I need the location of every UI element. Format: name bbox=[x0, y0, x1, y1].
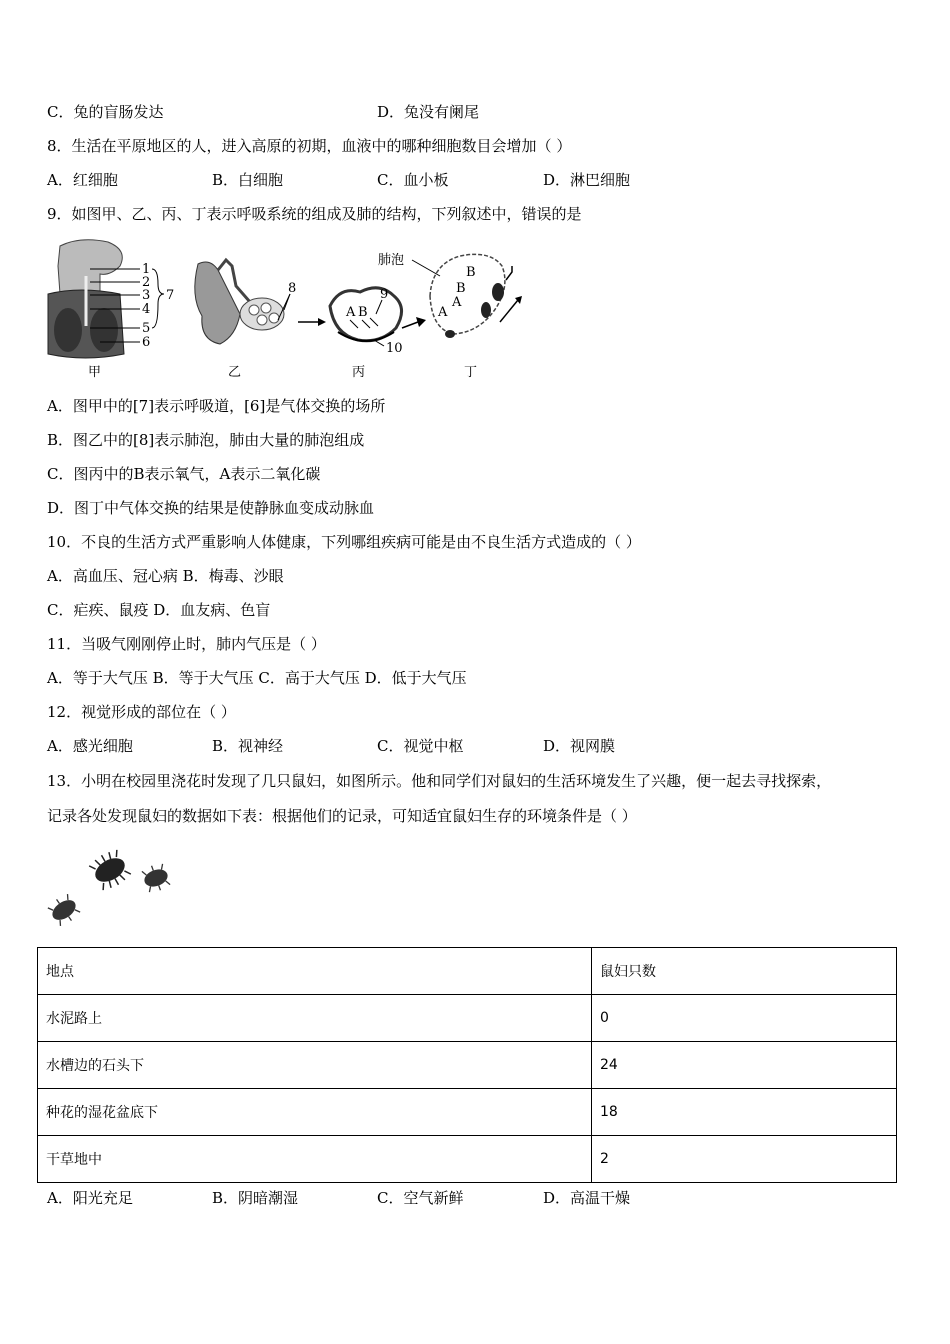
q10-stem: 10．不良的生活方式严重影响人体健康，下列哪组疾病可能是由不良生活方式造成的（ ） bbox=[47, 533, 641, 551]
figure-jia bbox=[48, 240, 174, 380]
q13-stem-line1: 13．小明在校园里浇花时发现了几只鼠妇，如图所示。他和同学们对鼠妇的生活环境发生了兴趣，便一起去寻找探索， bbox=[47, 772, 832, 790]
q7-option-c: C．兔的盲肠发达 bbox=[47, 103, 164, 121]
table-row bbox=[38, 995, 897, 1042]
table-cell-count: 2 bbox=[592, 1136, 897, 1183]
ding-label-b2: B bbox=[456, 281, 466, 296]
q8-stem: 8．生活在平原地区的人，进入高原的初期，血液中的哪种细胞数目会增加（ ） bbox=[47, 137, 572, 155]
q13-option-a: A．阳光充足 bbox=[47, 1189, 133, 1207]
q13-option-c: C．空气新鲜 bbox=[377, 1189, 464, 1207]
q13-option-b: B．阴暗潮湿 bbox=[212, 1189, 299, 1207]
panel-label-yi: 乙 bbox=[228, 365, 242, 380]
q9-option-d: D．图丁中气体交换的结果是使静脉血变成动脉血 bbox=[47, 499, 375, 517]
q11-stem: 11．当吸气刚刚停止时，肺内气压是（ ） bbox=[47, 635, 326, 653]
arrow-bing-to-ding bbox=[402, 322, 418, 328]
table-header-row bbox=[38, 948, 897, 995]
yi-label-8: 8 bbox=[288, 281, 297, 296]
figure-bing bbox=[330, 287, 403, 380]
q12-option-a: A．感光细胞 bbox=[47, 737, 133, 755]
respiratory-system-figure bbox=[40, 236, 530, 384]
q8-option-a: A．红细胞 bbox=[47, 171, 118, 189]
table-cell-count: 0 bbox=[592, 995, 897, 1042]
q12-stem: 12．视觉形成的部位在（ ） bbox=[47, 703, 236, 721]
q11-options: A．等于大气压 B．等于大气压 C．高于大气压 D．低于大气压 bbox=[47, 669, 467, 687]
bing-label-a: A bbox=[346, 305, 356, 320]
bing-label-b: B bbox=[358, 305, 368, 320]
table-cell-count: 24 bbox=[592, 1042, 897, 1089]
q13-option-d: D．高温干燥 bbox=[543, 1189, 631, 1207]
q10-options-line2: C．疟疾、鼠疫 D．血友病、色盲 bbox=[47, 601, 271, 619]
table-cell-location: 种花的湿花盆底下 bbox=[38, 1089, 592, 1136]
bing-label-10: 10 bbox=[386, 341, 403, 356]
jia-label-3: 3 bbox=[142, 288, 151, 303]
q9-stem: 9．如图甲、乙、丙、丁表示呼吸系统的组成及肺的结构，下列叙述中，错误的是 bbox=[47, 205, 582, 223]
woodlouse-1 bbox=[88, 847, 133, 892]
q8-option-b: B．白细胞 bbox=[212, 171, 284, 189]
q9-option-b: B．图乙中的[8]表示肺泡，肺由大量的肺泡组成 bbox=[47, 431, 365, 449]
jia-label-5: 5 bbox=[142, 321, 151, 336]
q9-option-c: C．图丙中的B表示氧气，A表示二氧化碳 bbox=[47, 465, 321, 483]
figure-yi bbox=[195, 260, 296, 380]
ding-label-alveolus: 肺泡 bbox=[378, 253, 405, 268]
q10-options-line1: A．高血压、冠心病 B．梅毒、沙眼 bbox=[47, 567, 284, 585]
table-cell-location: 干草地中 bbox=[38, 1136, 592, 1183]
table-row bbox=[38, 1136, 897, 1183]
ding-label-a2: A bbox=[438, 305, 448, 320]
q7-option-d: D．兔没有阑尾 bbox=[377, 103, 480, 121]
jia-label-2: 2 bbox=[142, 275, 151, 290]
jia-label-4: 4 bbox=[142, 302, 151, 317]
q8-option-c: C．血小板 bbox=[377, 171, 449, 189]
q13-stem-line2: 记录各处发现鼠妇的数据如下表：根据他们的记录，可知适宜鼠妇生存的环境条件是（ ） bbox=[47, 807, 637, 825]
jia-label-6: 6 bbox=[142, 335, 151, 350]
woodlouse-3 bbox=[46, 892, 82, 928]
table-cell-location: 水槽边的石头下 bbox=[38, 1042, 592, 1089]
q12-option-c: C．视觉中枢 bbox=[377, 737, 464, 755]
table-cell-count: 18 bbox=[592, 1089, 897, 1136]
q12-option-d: D．视网膜 bbox=[543, 737, 616, 755]
table-cell-location: 水泥路上 bbox=[38, 995, 592, 1042]
panel-label-bing: 丙 bbox=[352, 365, 366, 380]
panel-label-jia: 甲 bbox=[88, 365, 102, 380]
table-row bbox=[38, 1089, 897, 1136]
ding-label-a1: A bbox=[452, 295, 462, 310]
jia-label-1: 1 bbox=[142, 262, 151, 277]
table-header-location: 地点 bbox=[38, 948, 592, 995]
q8-option-d: D．淋巴细胞 bbox=[543, 171, 631, 189]
ding-label-b1: B bbox=[466, 265, 476, 280]
q12-option-b: B．视神经 bbox=[212, 737, 284, 755]
blood-flow-arrow bbox=[500, 300, 518, 322]
bing-label-9: 9 bbox=[380, 287, 389, 302]
woodlouse-2 bbox=[140, 862, 171, 895]
jia-label-7: 7 bbox=[166, 288, 175, 303]
q9-option-a: A．图甲中的[7]表示呼吸道，[6]是气体交换的场所 bbox=[47, 397, 386, 415]
table-row bbox=[38, 1042, 897, 1089]
woodlouse-survey-table bbox=[37, 947, 897, 1183]
panel-label-ding: 丁 bbox=[464, 365, 478, 380]
table-header-count: 鼠妇只数 bbox=[592, 948, 897, 995]
woodlouse-illustration bbox=[44, 846, 184, 930]
